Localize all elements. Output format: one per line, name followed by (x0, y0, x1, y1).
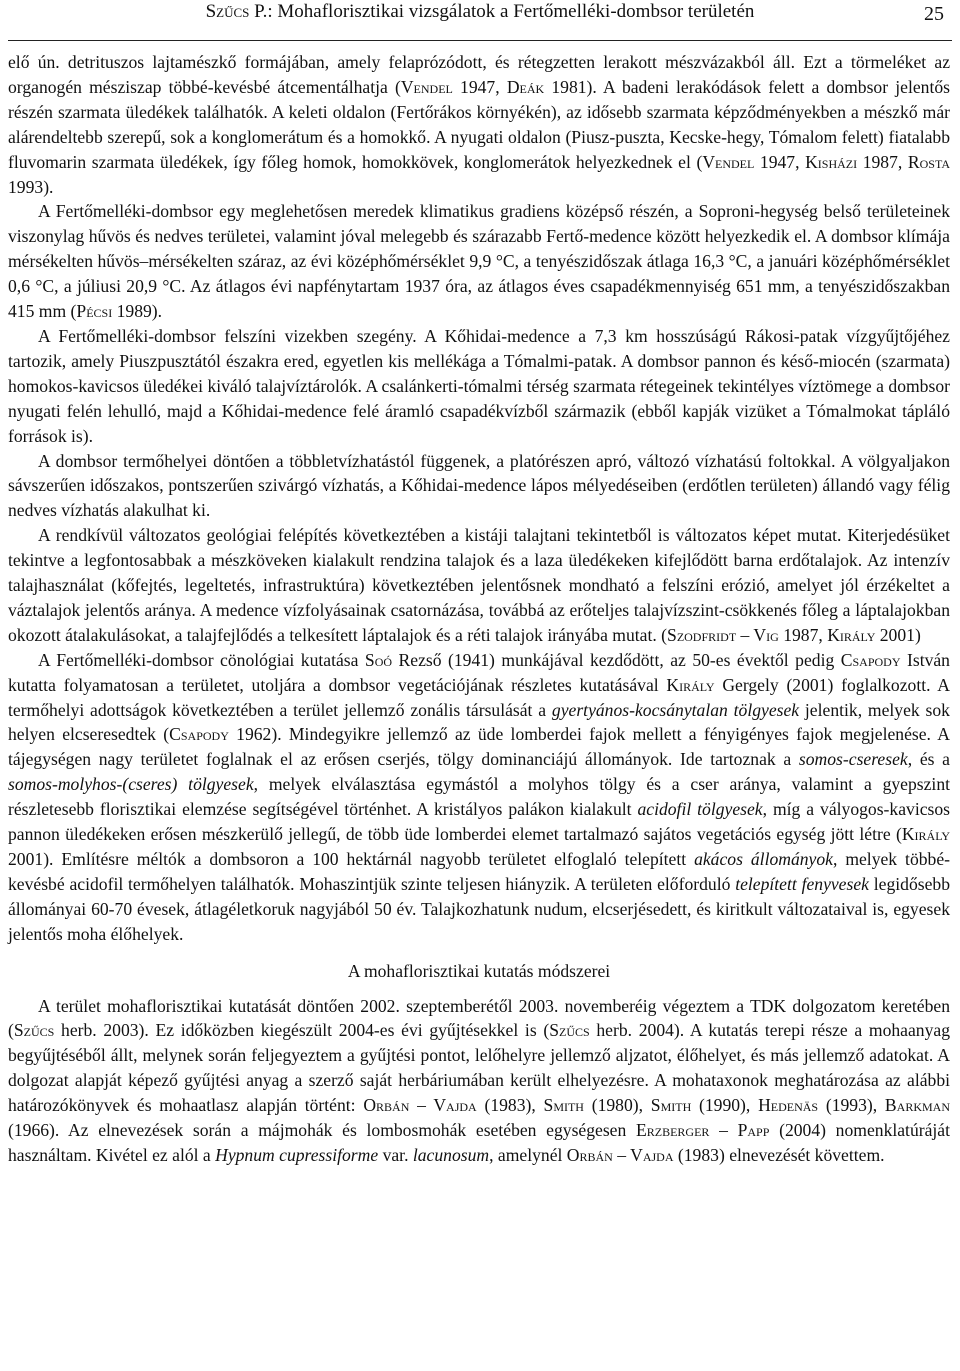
paragraph: A Fertőmelléki-dombsor egy meglehetősen meredek klimatikus gradiens középső részén, a Soproni-hegység belső területeinek viszonylag hűvös és nedves területei, valamint jóval melegebb és szárazabb Fertő-medence között helyezkedik el. A dombsor klímája mérsékelten hűvös–mérsékelten száraz, az évi középhőmérséklet 9,9 °C, a tenyészidőszak átlaga 16,3 °C, a januári középhőmérséklet 0,6 °C, a júliusi 20,9 °C. Az átlagos évi napfénytartam 1937 óra, az átlagos éves csapadékmennyiség 651 mm, a tenyészidőszakban 415 mm (Pécsi 1989). (8, 201, 950, 322)
paragraph: elő ún. detrituszos lajtamészkő formájában, amely felaprózódott, és rétegzetten lerakott mészvázakból áll. Ezt a törmeléket az organogén mésziszap többé-kevésbé átcementálhatja (Vendel 1947, Deák 1981). A badeni lerakódások felett a dombsor jelentős részén szarmata üledékek találhatók. A keleti oldalon (Fertőrákos környékén), az idősebb szarmata képződményekben a mészkő már alárendeltebb szerepű, sok a konglomerátum és a homokkő. A nyugati oldalon (Piusz-puszta, Kecske-hegy, Tómalom felett) fiatalabb fluvomarin szarmata üledékek, így főleg homok, homokkövek, konglomerátok helyezkednek el (Vendel 1947, Kisházi 1987, Rosta 1993). (8, 52, 951, 197)
section-title: A mohaflorisztikai kutatás módszerei (347, 960, 611, 981)
running-header (8, 0, 952, 41)
paragraph: A Fertőmelléki-dombsor cönológiai kutatása Soó Rezső (1941) munkájával kezdődött, az 50-es évektől pedig Csapody István kutatta folyamatosan a területet, utoljára a dombsor vegetációjának részletes kutatásával Király Gergely (2001) foglalkozott. A termőhelyi adottságok következtében a terület jellemző zonális társulását a gyertyános-kocsánytalan tölgyesek jelentik, melyek sok helyen elcseresedtek (Csapody 1962). Mindegyikre jellemző az üde lomberdei fajok mellett a fényigényes fajok megjelenése. A tájegységen nagy területet foglalnak el az erősen cserjés, tölgy dominanciájú állományok. Ide tartoznak a somos-cseresek, és a somos-molyhos-(cseres) tölgyesek, melyek elválasztása egymástól a molyhos tölgy és a cser aránya, valamint a gyepszint részletesebb florisztikai elemzése segítségével történhet. A kristályos palákon kialakult acidofil tölgyesek, míg a vályogos-kavicsos pannon üledékeken erősen mészkerülő jellegű, de több üde lomberdei elemet tartalmazó sajátos vegetációs egység jött létre (Király 2001). Említésre méltók a dombsoron a 100 hektárnál nagyobb területet elfoglaló telepített akácos állományok, melyek többé-kevésbé acidofil termőhelyen találhatók. Mohaszintjük szinte teljesen hiányzik. A területen előforduló telepített fenyvesek legidősebb állományai 60-70 évesek, átlagéletkoruk nagyjából 50 év. Talajkozhatunk nudum, elcserjésedett, és kiritkult változataival is, egyesek jelentős moha élőhelyek. (8, 649, 951, 944)
document-body (8, 50, 950, 1168)
paragraph: A terület mohaflorisztikai kutatását döntően 2002. szeptemberétől 2003. novemberéig végeztem a TDK dolgozatom keretében (Szűcs herb. 2003). Ez időközben kiegészült 2004-es évi gyűjtésekkel is (Szűcs herb. 2004). A kutatás terepi része a mohaanyag begyűjtéséből állt, melynek során feljegyeztem a gyűjtési pontot, lelőhelyre jellemző aljzatot, élőhelyet, és más jellemző adatokat. A dolgozat alapját képező gyűjtési anyag a szerző saját herbáriumában került elhelyezésre. A mohataxonok meghatározása az alábbi határozókönyvek és mohaatlasz alapján történt: Orbán – Vajda (1983), Smith (1980), Smith (1990), Hedenäs (1993), Barkman (1966). Az elnevezések során a májmohák és lombosmohák esetében egységesen Erzberger – Papp (2004) nomenklatúráját használtam. Kivétel ez alól a Hypnum cupressiforme var. lacunosum, amelynél Orbán – Vajda (1983) elnevezését követtem. (8, 995, 950, 1165)
paragraph: A Fertőmelléki-dombsor felszíni vizekben szegény. A Kőhidai-medence a 7,3 km hosszúságú Rákosi-patak vízgyűjtőjéhez tartozik, amely Piuszpusztától északra ered, egyetlen kis mellékága a Tómalmi-patak. A dombsor pannon és késő-miocén (szarmata) homokos-kavicsos üledékei kiváló talajvíztárolók. A csalánkerti-tómalmi térség szarmata rétegeinek tekintélyes víztömege a dombsor nyugati felén lehulló, majd a Kőhidai-medence felé áramló csapadékvízből származik (ebből kapják vizüket a Tómalmokat tápláló források is). (8, 325, 950, 446)
page-number: 25 (924, 3, 944, 25)
header-title: Szűcs P.: Mohaflorisztikai vizsgálatok a Fertőmelléki-dombsor területén (205, 1, 755, 22)
paragraph: A rendkívül változatos geológiai felépítés következtében a kistáji talajtani tekintetből is változatos képet mutat. Kiterjedésüket tekintve a legfontosabbak a mészköveken kialakult rendzina talajok és a laza üledékeken kifejlődött barna erdőtalajok. Az intenzív talajhasználat (kőfejtés, legeltetés, infrastruktúra) következtében jelentősnek mondható a felszíni erózió, amelyet jól érzékeltet a váztalajok jelentős aránya. A medence vízfolyásainak csatornázása, továbbá az erőteljes talajvízszint-csökkenés főleg a láptalajokban okozott átalakulásokat, a talajfejlődés a telkesített láptalajok és a réti talajok irányába mutat. (Szodfridt – Vig 1987, Király 2001) (8, 525, 950, 645)
paragraph: A dombsor termőhelyei döntően a többletvízhatástól függenek, a platórészen apró, változó vízhatású foltokkal. A völgyaljakon sávszerűen időszakos, pontszerűen szivárgó vízhatás, a Kőhidai-medence lápos mélyedéseiben (erdőtlen területen) állandó vagy félig nedves vízhatás alakulhat ki. (8, 450, 950, 521)
